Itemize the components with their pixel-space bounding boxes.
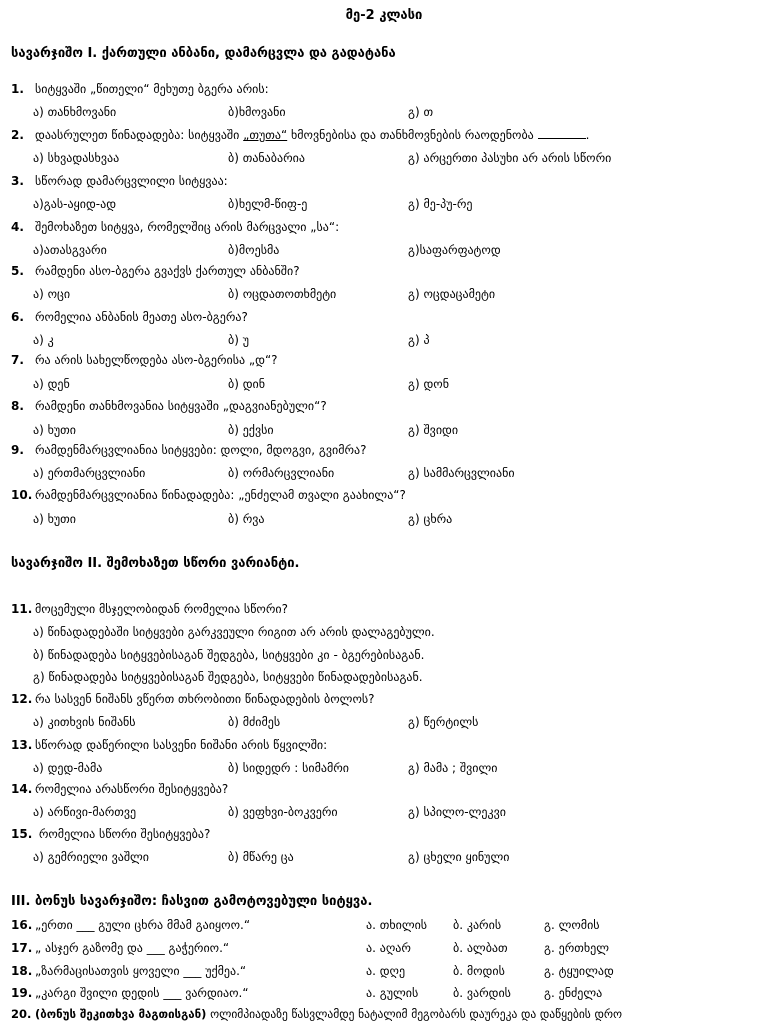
question-number: 15.	[11, 827, 33, 841]
question-7	[11, 353, 278, 367]
option-c: გ) შვიდი	[408, 423, 459, 437]
option-a: ა) სხვადასხვაა	[33, 151, 120, 165]
question-17	[11, 941, 229, 955]
option-c: გ) თ	[408, 105, 434, 119]
question-text: რამდენი ასო-ბგერა გვაქვს ქართულ ანბანში?	[35, 264, 300, 278]
option-b: ბ. მოდის	[453, 964, 505, 978]
question-text: ოლიმპიადაზე წასვლამდე ნატალიმ მეგობარს დაურეკა და დაწყების დრო	[206, 1007, 623, 1021]
question-2	[11, 128, 589, 142]
question-text: შემოხაზეთ სიტყვა, რომელშიც არის მარცვალი „სა“:	[35, 220, 340, 234]
question-text: დაასრულეთ წინადადება: სიტყვაში	[35, 128, 244, 142]
question-number: 7.	[11, 353, 24, 367]
question-text: რამდენმარცვლიანია წინადადება: „ენძელამ თვალი გაახილა“?	[35, 488, 406, 502]
question-number: 13.	[11, 738, 33, 752]
option-a: ა) გემრიელი ვაშლი	[33, 850, 150, 864]
question-number: 9.	[11, 443, 24, 457]
option-b: ბ) დინ	[228, 377, 266, 391]
section-3-heading: III. ბონუს სავარჯიშო: ჩასვით გამოტოვებული სიტყვა.	[11, 894, 373, 909]
option-c: გ) ცხრა	[408, 512, 453, 526]
option-a: ა) არწივი-მართვე	[33, 805, 137, 819]
question-10	[11, 488, 406, 502]
option-a: ა) ხუთი	[33, 512, 76, 526]
option-b: ბ)ხელმ-წიფ-ე	[228, 197, 308, 211]
question-number: 1.	[11, 82, 24, 96]
option-b: ბ) თანაბარია	[228, 151, 305, 165]
option-b: ბ)ხმოვანი	[228, 105, 286, 119]
question-15	[11, 827, 210, 841]
question-3	[11, 174, 228, 188]
question-12	[11, 692, 375, 706]
question-text: რამდენი თანხმოვანია სიტყვაში „დაგვიანებული“?	[35, 399, 327, 413]
question-text: რომელია ანბანის მეათე ასო-ბგერა?	[35, 310, 248, 324]
option-c: გ) წერტილს	[408, 715, 479, 729]
option-c: გ) მამა ; შვილი	[408, 761, 498, 775]
option-b: ბ. ვარდის	[453, 986, 511, 1000]
option-c: გ. ტყუილად	[544, 964, 614, 978]
option-a: ა)ათასგვარი	[33, 243, 107, 257]
option-b: ბ)მოესმა	[228, 243, 280, 257]
question-18	[11, 964, 246, 978]
question-11	[11, 602, 288, 616]
question-number: 14.	[11, 782, 33, 796]
question-6	[11, 310, 248, 324]
option-b: ბ. კარის	[453, 918, 502, 932]
question-13	[11, 738, 327, 752]
underlined-word: „თუთა“	[243, 128, 288, 142]
question-8	[11, 399, 327, 413]
option-c: გ) ოცდაცამეტი	[408, 287, 496, 301]
question-number: 16.	[11, 918, 33, 932]
option-c: გ)საფარფატოდ	[408, 243, 501, 257]
option-b: ბ) უ	[228, 333, 249, 347]
option-c: გ. ლომის	[544, 918, 600, 932]
option-c: გ) მე-პუ-რე	[408, 197, 473, 211]
question-text: სწორად დამარცვლილი სიტყვაა:	[35, 174, 228, 188]
option-a: ა)გას-აყიდ-ად	[33, 197, 117, 211]
question-text: სიტყვაში „წითელი“ მეხუთე ბგერა არის:	[35, 82, 269, 96]
option-b: ბ) ვეფხვი-ბოკვერი	[228, 805, 338, 819]
option-c: გ) სამმარცვლიანი	[408, 466, 515, 480]
question-1	[11, 82, 269, 96]
question-text: მოცემული მსჯელობიდან რომელია სწორი?	[35, 602, 288, 616]
option-a: ა. გულის	[366, 986, 419, 1000]
question-number: 5.	[11, 264, 24, 278]
option-b: ბ. ალბათ	[453, 941, 508, 955]
option-a: ა. თხილის	[366, 918, 428, 932]
question-19	[11, 986, 249, 1000]
question-text: რა არის სახელწოდება ასო-ბგერისა „დ“?	[35, 353, 278, 367]
question-16	[11, 918, 250, 932]
question-number: 4.	[11, 220, 24, 234]
question-number: 18.	[11, 964, 33, 978]
question-number: 19.	[11, 986, 33, 1000]
question-number: 2.	[11, 128, 24, 142]
option-a: ა) დედ-მამა	[33, 761, 103, 775]
option-c: გ) ცხელი ყინული	[408, 850, 510, 864]
option-a: ა) დენ	[33, 377, 70, 391]
option-a: ა) ხუთი	[33, 423, 76, 437]
option-b: ბ) მწარე ცა	[228, 850, 294, 864]
option-a: ა. დღე	[366, 964, 406, 978]
question-text-continued: ხმოვნებისა და თანხმოვნების რაოდენობა	[287, 128, 538, 142]
option-c: გ) სპილო-ლეკვი	[408, 805, 506, 819]
answer-blank	[538, 128, 586, 139]
option-b: ბ) წინადადება სიტყვებისაგან შედგება, სიტყვები კი - ბგერებისაგან.	[33, 648, 425, 662]
question-number: 10.	[11, 488, 33, 502]
question-9	[11, 443, 367, 457]
question-number: 8.	[11, 399, 24, 413]
option-b: ბ) ექვსი	[228, 423, 274, 437]
option-a: ა) კ	[33, 333, 54, 347]
option-c: გ) წინადადება სიტყვებისაგან შედგება, სიტყვები წინადადებისაგან.	[33, 670, 423, 684]
option-b: ბ) სიდედრ : სიმამრი	[228, 761, 350, 775]
question-text: რამდენმარცვლიანია სიტყვები: დოლი, მდოგვი, გვიმრა?	[35, 443, 367, 457]
question-number: 17.	[11, 941, 33, 955]
question-text: რომელია სწორი შესიტყვება?	[35, 827, 211, 841]
question-text: „ერთი ___ გული ცხრა მმამ გაიყოო.“	[35, 918, 251, 932]
question-text: „კარგი შვილი დედის ___ ვარდიაო.“	[35, 986, 249, 1000]
option-c: გ) დონ	[408, 377, 449, 391]
bonus-label: (ბონუს შეკითხვა მაგთისგან)	[35, 1007, 207, 1021]
question-text: „ზარმაცისათვის ყოველი ___ უქმეა.“	[35, 964, 247, 978]
question-number: 12.	[11, 692, 33, 706]
question-4	[11, 220, 339, 234]
option-b: ბ) ოცდათოთხმეტი	[228, 287, 337, 301]
section-2-heading: სავარჯიშო II. შემოხაზეთ სწორი ვარიანტი.	[11, 556, 300, 571]
option-a: ა) თანხმოვანი	[33, 105, 117, 119]
question-number: 6.	[11, 310, 24, 324]
question-20	[11, 1007, 622, 1021]
option-a: ა) ერთმარცვლიანი	[33, 466, 146, 480]
question-text: სწორად დაწერილი სასვენი ნიშანი არის წყვილში:	[35, 738, 328, 752]
option-c: გ) პ	[408, 333, 430, 347]
option-c: გ. ენძელა	[544, 986, 603, 1000]
question-number: 3.	[11, 174, 24, 188]
question-text-end: .	[585, 128, 590, 142]
question-text: რა სასვენ ნიშანს ვწერთ თხრობითი წინადადების ბოლოს?	[35, 692, 375, 706]
question-14	[11, 782, 228, 796]
question-text: „ ასჯერ გაზომე და ___ გაჭერიო.“	[35, 941, 230, 955]
option-b: ბ) მძიმეს	[228, 715, 281, 729]
option-b: ბ) ორმარცვლიანი	[228, 466, 335, 480]
option-a: ა) კითხვის ნიშანს	[33, 715, 136, 729]
question-number: 20.	[11, 1007, 32, 1021]
option-c: გ. ერთხელ	[544, 941, 609, 955]
section-1-heading: სავარჯიშო I. ქართული ანბანი, დამარცვლა და გადატანა	[11, 46, 396, 61]
option-a: ა) ოცი	[33, 287, 71, 301]
question-5	[11, 264, 300, 278]
option-a: ა) წინადადებაში სიტყვები გარკვეული რიგით არ არის დალაგებული.	[33, 625, 435, 639]
option-b: ბ) რვა	[228, 512, 265, 526]
question-text: რომელია არასწორი შესიტყვება?	[35, 782, 229, 796]
option-c: გ) არცერთი პასუხი არ არის სწორი	[408, 151, 612, 165]
page-title: მე-2 კლასი	[345, 8, 423, 23]
question-number: 11.	[11, 602, 33, 616]
option-a: ა. აღარ	[366, 941, 411, 955]
